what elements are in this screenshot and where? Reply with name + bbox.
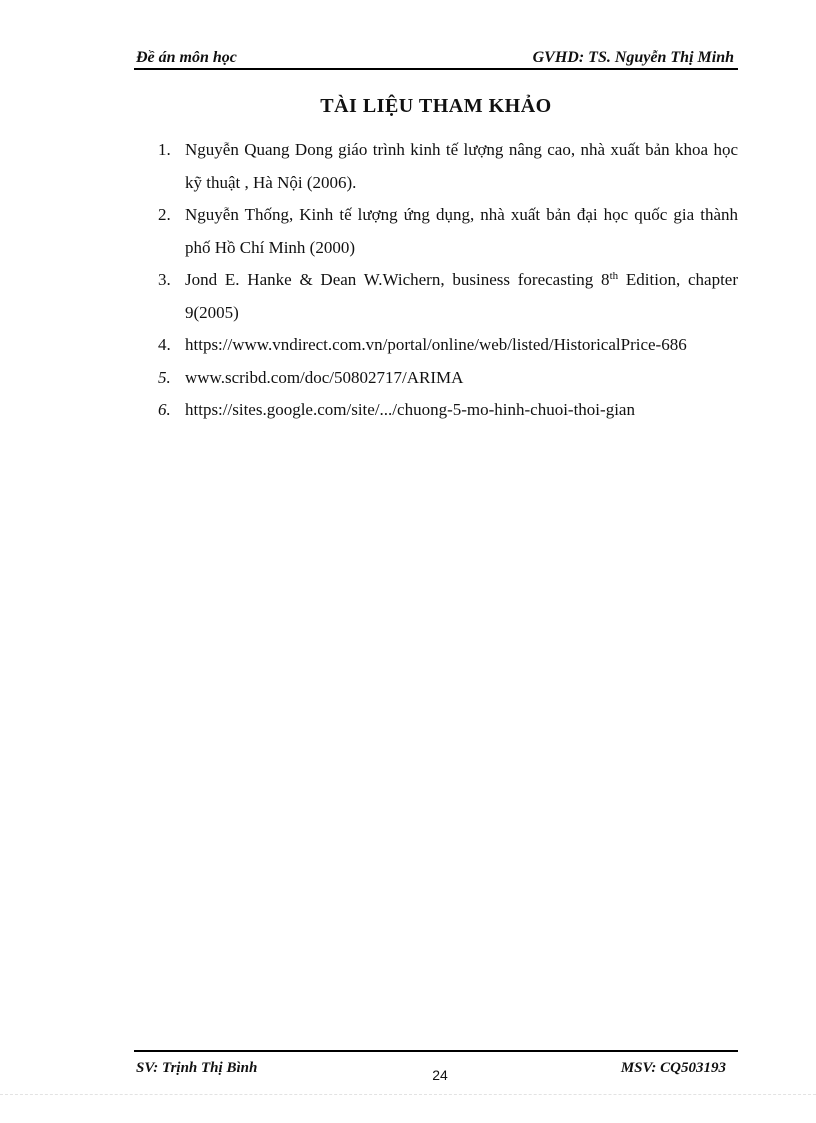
reference-superscript: th	[609, 270, 619, 282]
reference-item	[158, 362, 738, 395]
reference-url[interactable]: https://www.vndirect.com.vn/portal/online/web/listed/HistoricalPrice-686	[185, 335, 687, 354]
reference-number: 5.	[158, 367, 171, 387]
reference-number: 4.	[158, 335, 171, 354]
reference-url[interactable]: https://sites.google.com/site/.../chuong-5-mo-hinh-chuoi-thoi-gian	[185, 400, 635, 419]
reference-item	[158, 199, 738, 264]
reference-number: 3.	[158, 270, 171, 289]
page-title: TÀI LIỆU THAM KHẢO	[320, 95, 552, 117]
reference-text: Nguyễn Quang Dong giáo trình kinh tế lượng nâng cao, nhà xuất bản khoa học kỹ thuật , Hà Nội (2006).	[185, 140, 738, 192]
header-course-label: Đề án môn học	[136, 49, 237, 66]
page-boundary-divider	[0, 1094, 816, 1095]
reference-list	[158, 134, 738, 427]
reference-number: 1.	[158, 140, 171, 159]
footer-student-id: MSV: CQ503193	[620, 1060, 726, 1076]
reference-number: 6.	[158, 400, 171, 419]
reference-text-continued: Edition, chapter 9(2005)	[185, 270, 738, 322]
reference-item	[158, 264, 738, 329]
reference-item	[158, 394, 738, 427]
reference-url[interactable]: www.scribd.com/doc/50802717/ARIMA	[185, 367, 464, 387]
reference-text: Jond E. Hanke & Dean W.Wichern, business forecasting 8	[185, 270, 610, 289]
page-number: 24	[432, 1067, 448, 1083]
footer-student-name: SV: Trịnh Thị Bình	[136, 1060, 258, 1076]
page-header	[134, 46, 738, 70]
reference-number: 2.	[158, 205, 171, 224]
reference-text: Nguyễn Thống, Kinh tế lượng ứng dụng, nhà xuất bản đại học quốc gia thành phố Hồ Chí Minh (2000)	[185, 205, 738, 257]
reference-item	[158, 329, 738, 362]
header-supervisor: GVHD: TS. Nguyễn Thị Minh	[532, 49, 734, 66]
reference-item	[158, 134, 738, 199]
